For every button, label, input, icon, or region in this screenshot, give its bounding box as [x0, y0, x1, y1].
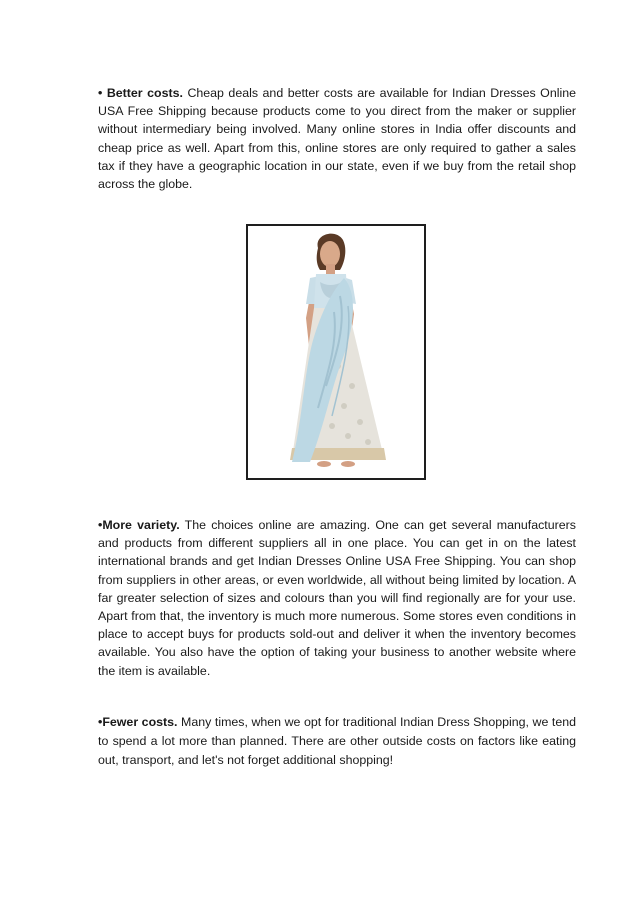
section-body: Cheap deals and better costs are available for Indian Dresses Online USA Free Shipping because products come to you direct from the maker or supplier without intermediary being involved. Many online stores in India offer discounts and cheap price as well. Apart from this, online stores are only required to gather a sales tax if they have a geographic location in our state, even if we buy from the retail shop across the globe. [98, 86, 577, 192]
product-photo [246, 224, 426, 480]
section-body: Many times, when we opt for traditional Indian Dress Shopping, we tend to spend a lot more than planned. There are other outside costs on factors like eating out, transport, and let's not forget additional shopping! [98, 715, 576, 767]
section-heading: •Fewer costs. [98, 715, 178, 729]
model-in-blue-lehenga-illustration [248, 226, 424, 478]
section-body: The choices online are amazing. One can get several manufacturers and products from different suppliers all in one place. You can get in on the latest international brands and get Indian Dresses Online USA Free Shipping. You can shop from suppliers in other areas, or even worldwide, all without being limited by location. A far greater selection of sizes and colours than you will find regionally are for your use. Apart from that, the inventory is much more numerous. Some stores even conditions in place to accept buys for products sold-out and deliver it when the inventory becomes available. You also have the option of taking your business to another website where the item is available. [98, 518, 576, 678]
section-heading: •More variety. [98, 518, 180, 532]
section-more-variety [98, 516, 576, 680]
section-fewer-costs [98, 713, 576, 770]
section-better-costs [98, 84, 576, 193]
section-heading: • Better costs. [98, 86, 183, 100]
